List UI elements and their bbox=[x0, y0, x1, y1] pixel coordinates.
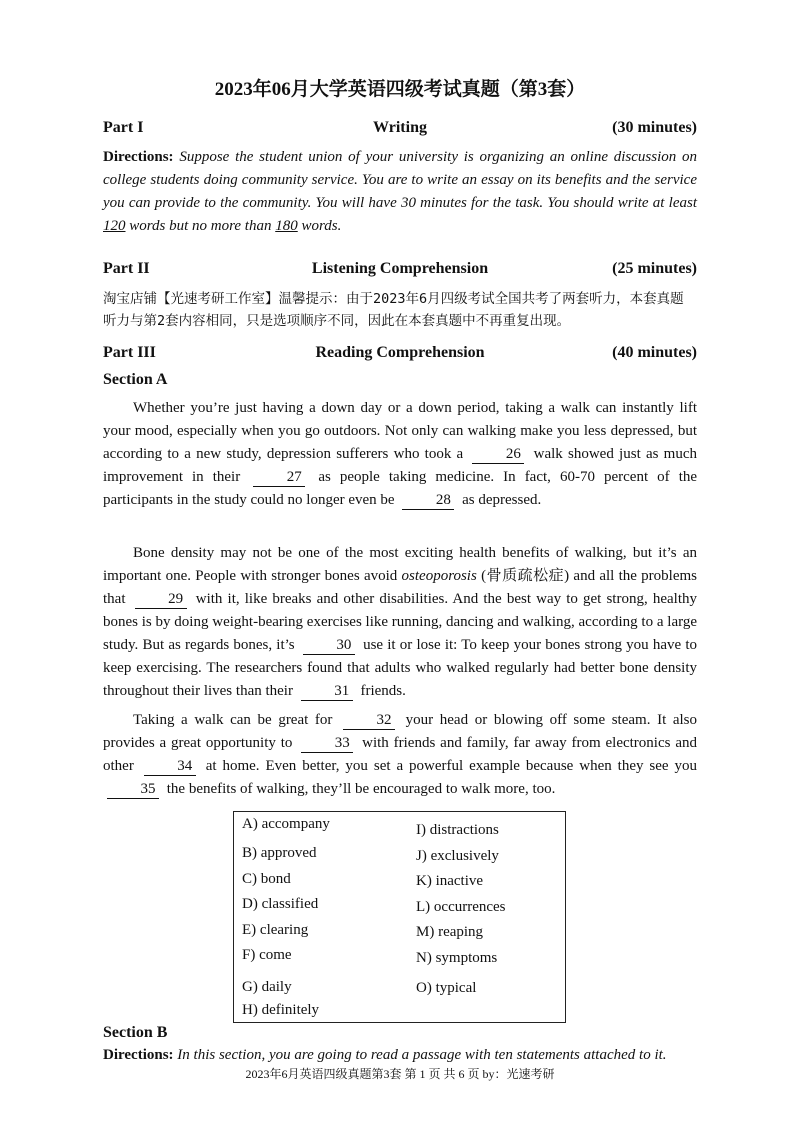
min-words: 120 bbox=[103, 218, 126, 234]
blank-35[interactable]: 35 bbox=[107, 781, 159, 799]
part-3-header bbox=[103, 344, 697, 366]
section-b-directions: Directions: In this section, you are going to read a passage with ten statements attached to it. bbox=[103, 1047, 667, 1063]
blank-27[interactable]: 27 bbox=[253, 469, 305, 487]
word-option-b: B) approved bbox=[242, 845, 317, 861]
blank-31[interactable]: 31 bbox=[301, 683, 353, 701]
blank-28[interactable]: 28 bbox=[402, 492, 454, 510]
part-1-label: Part I bbox=[103, 119, 144, 136]
word-option-j: J) exclusively bbox=[416, 848, 499, 864]
section-b-heading: Section B bbox=[103, 1024, 168, 1041]
word-option-n: N) symptoms bbox=[416, 950, 498, 966]
part-2-label: Part II bbox=[103, 260, 150, 277]
word-option-g: G) daily bbox=[242, 979, 292, 995]
word-option-i: I) distractions bbox=[416, 822, 499, 838]
blank-33[interactable]: 33 bbox=[301, 735, 353, 753]
word-option-l: L) occurrences bbox=[416, 899, 506, 915]
word-option-f: F) come bbox=[242, 947, 292, 963]
blank-32[interactable]: 32 bbox=[343, 712, 395, 730]
blank-29[interactable]: 29 bbox=[135, 591, 187, 609]
part-1-time: (30 minutes) bbox=[612, 119, 697, 136]
blank-34[interactable]: 34 bbox=[144, 758, 196, 776]
max-words: 180 bbox=[275, 218, 298, 234]
passage-paragraph-2: Bone density may not be one of the most exciting health benefits of walking, but it’s an important one. People with stronger bones avoid osteoporosis (骨质疏松症) and all the problems that 29 with it, like breaks and other disabilities. And the best way to get strong, healthy bones is by doing weight-bearing exercises like running, dancing and walking, according to a large study. But as regards bones, it’s 30 use it or lose it: To keep your bones strong you have to keep exercising. The researchers found that adults who walked regularly had better bone density throughout their lives than their 31 friends. bbox=[103, 545, 698, 699]
word-option-m: M) reaping bbox=[416, 924, 484, 940]
listening-note: 淘宝店铺【光速考研工作室】温馨提示：由于2023年6月四级考试全国共考了两套听力，本套真题听力与第2套内容相同，只是选项顺序不同，因此在本套真题中不再重复出现。 bbox=[103, 291, 684, 329]
word-option-d: D) classified bbox=[242, 896, 319, 912]
directions-label: Directions: bbox=[103, 149, 174, 165]
passage-paragraph-1: Whether you’re just having a down day or a down period, taking a walk can instantly lift your mood, especially when you go outdoors. Not only can walking make you less depressed, but according to a new study, depression sufferers who took a 26 walk showed just as much improvement in their 27 as people taking medicine. In fact, 60-70 percent of the participants in the study could no longer even be 28 as depressed. bbox=[103, 400, 698, 508]
word-option-h: H) definitely bbox=[242, 1002, 320, 1018]
part-1-directions: Directions: Suppose the student union of your university is organizing an online discussion on college students doing community service. You are to write an essay on its benefits and the service you can provide to the community. You will have 30 minutes for the task. You should write at least 120 words but no more than 180 words. bbox=[103, 149, 697, 234]
word-option-c: C) bond bbox=[242, 871, 291, 887]
word-option-a: A) accompany bbox=[242, 816, 330, 832]
part-3-label: Part III bbox=[103, 344, 156, 361]
part-2-header bbox=[103, 260, 697, 282]
term-osteoporosis: osteoporosis bbox=[401, 568, 477, 584]
word-option-k: K) inactive bbox=[416, 873, 484, 889]
page-title: 2023年06月大学英语四级考试真题（第3套） bbox=[214, 79, 586, 100]
word-option-o: O) typical bbox=[416, 980, 477, 996]
section-a-heading: Section A bbox=[103, 371, 168, 388]
part-3-name: Reading Comprehension bbox=[315, 344, 485, 361]
blank-26[interactable]: 26 bbox=[472, 446, 524, 464]
word-bank bbox=[233, 811, 566, 1023]
page-footer: 2023年6月英语四级真题第3套 第 1 页 共 6 页 by：光速考研 bbox=[245, 1067, 555, 1081]
blank-30[interactable]: 30 bbox=[303, 637, 355, 655]
part-3-time: (40 minutes) bbox=[612, 344, 697, 361]
part-1-header bbox=[103, 119, 697, 141]
word-option-e: E) clearing bbox=[242, 922, 309, 938]
passage-paragraph-3: Taking a walk can be great for 32 your head or blowing off some steam. It also provides a great opportunity to 33 with friends and family, far away from electronics and other 34 at home. Even better, you set a powerful example because when they see you 35 the benefits of walking, they’ll be encouraged to walk more, too. bbox=[103, 712, 698, 797]
part-1-name: Writing bbox=[373, 119, 427, 136]
part-2-name: Listening Comprehension bbox=[311, 260, 489, 277]
part-2-time: (25 minutes) bbox=[612, 260, 697, 277]
